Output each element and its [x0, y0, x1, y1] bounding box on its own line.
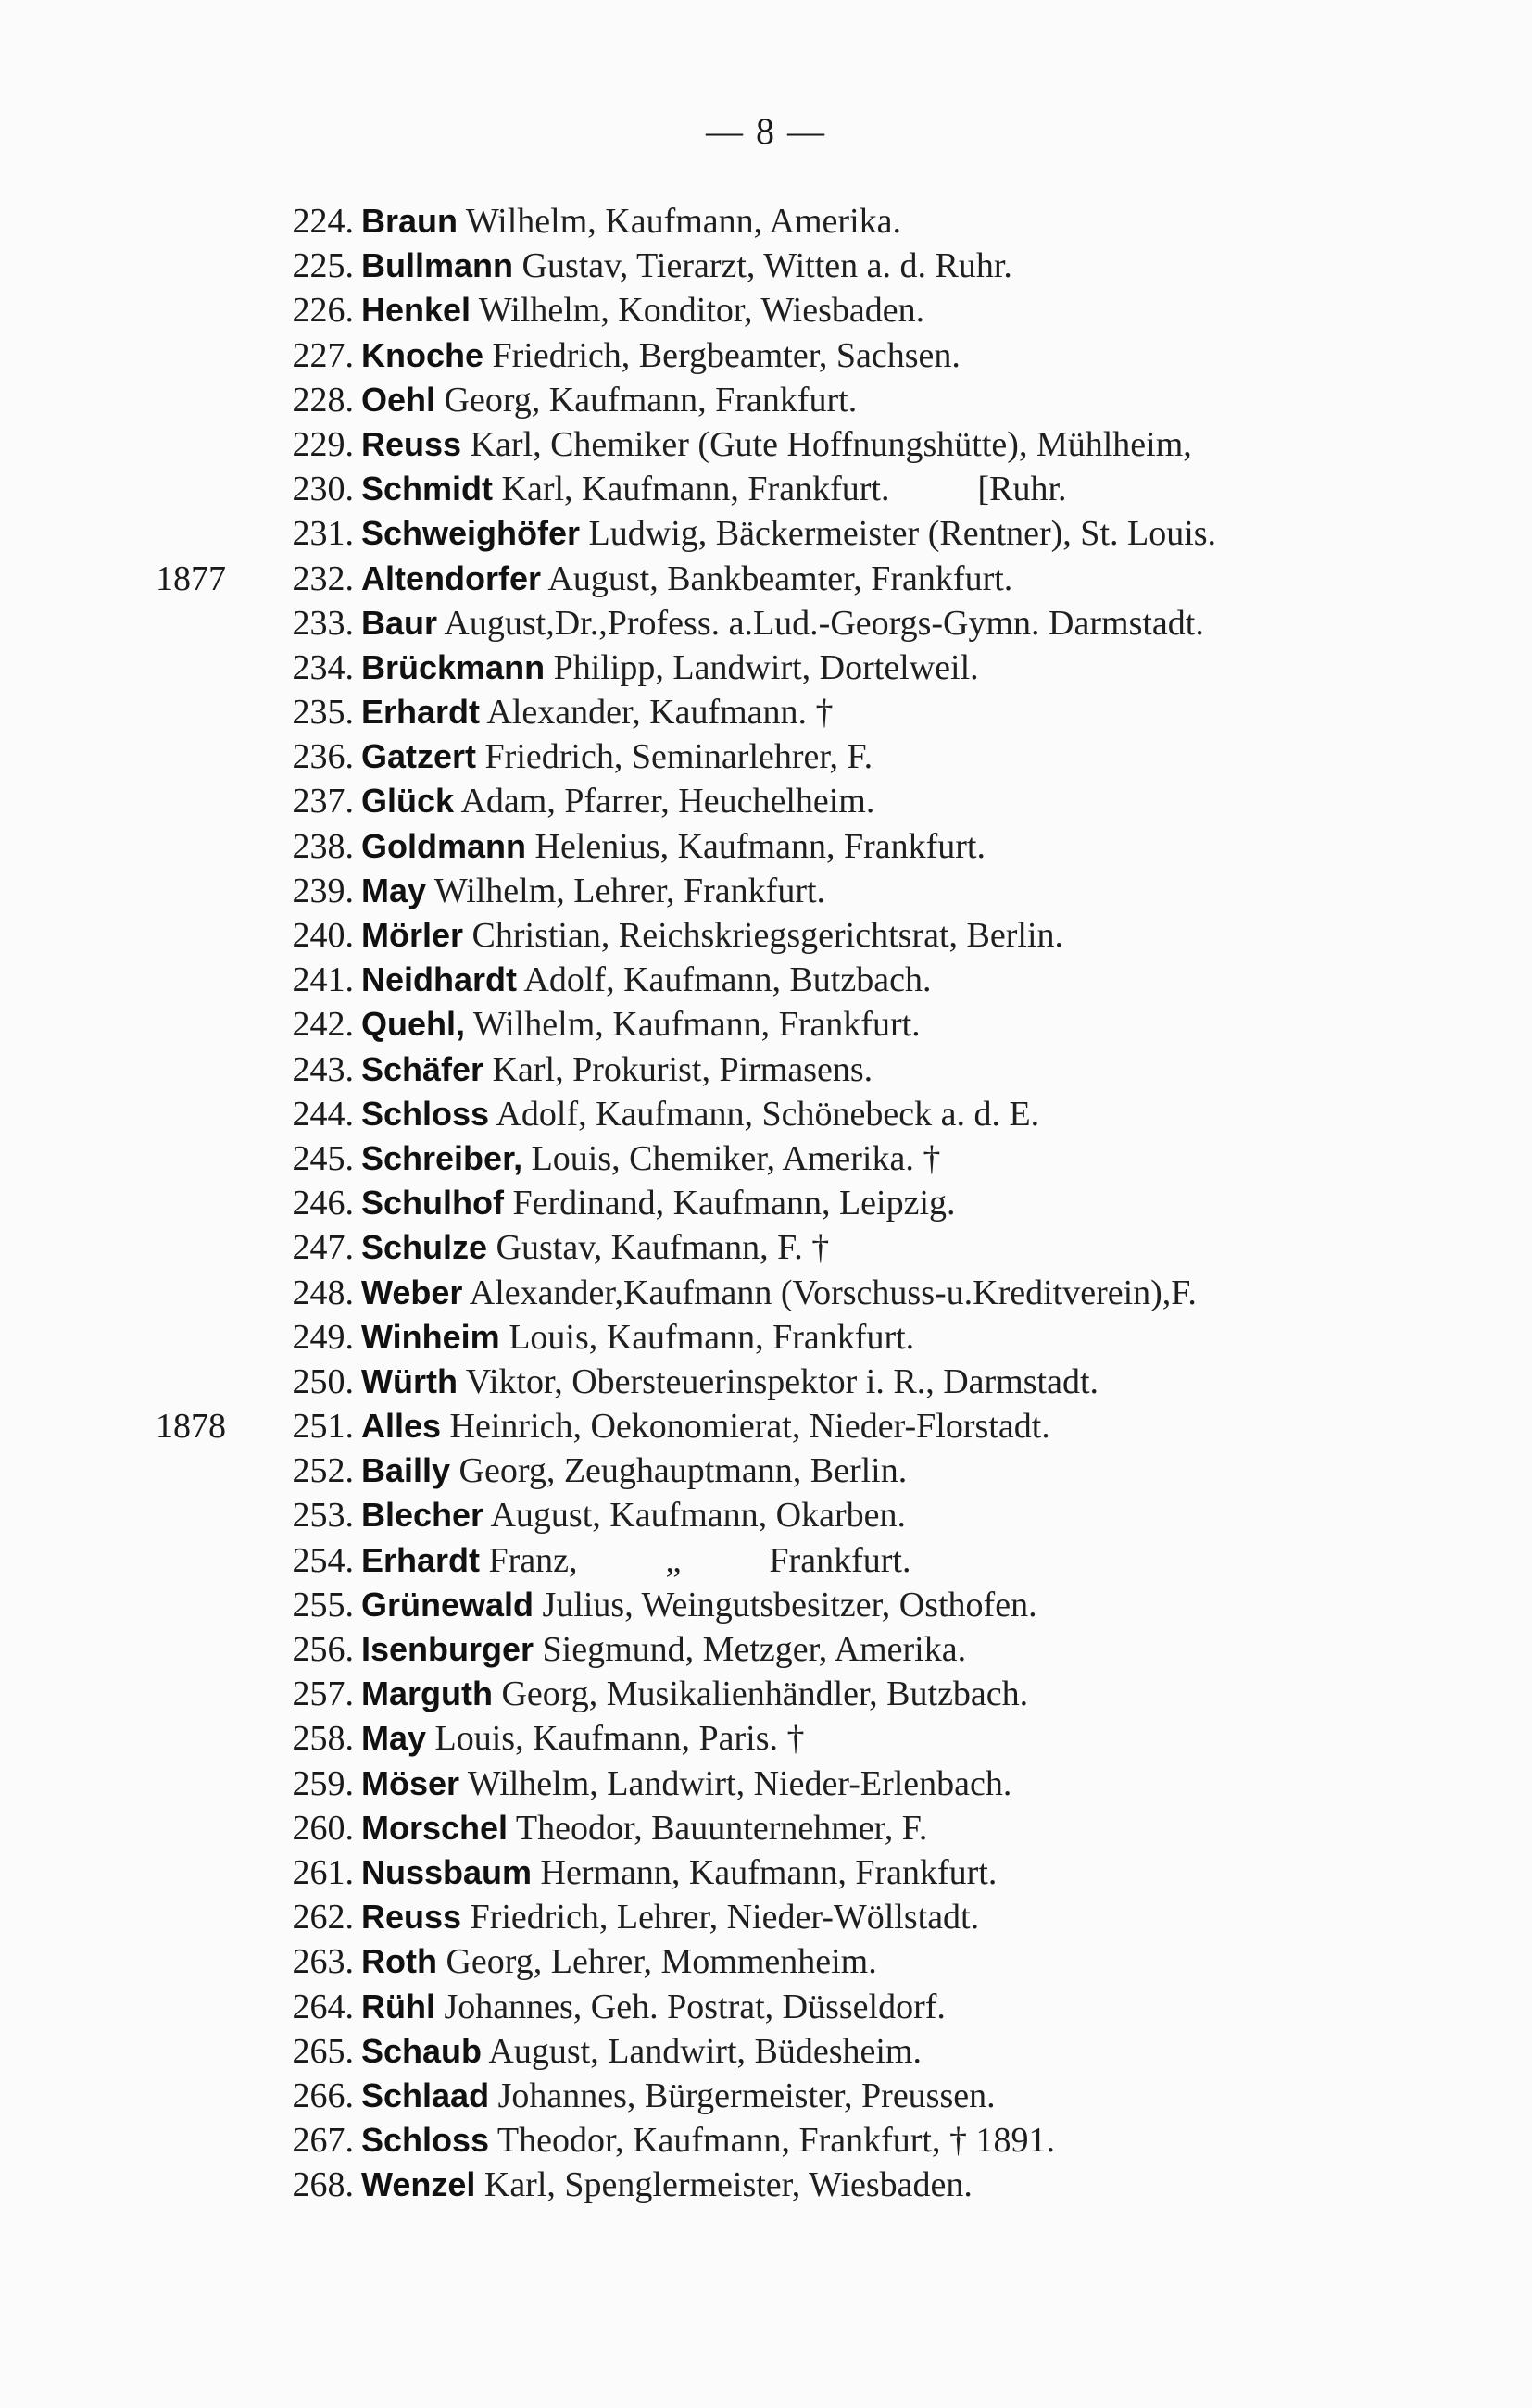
entry-text	[361, 511, 1216, 556]
entry-number: 253.	[292, 1496, 354, 1536]
entry-surname: Schulhof	[361, 1184, 504, 1223]
entry-surname: Schweighöfer	[361, 514, 581, 553]
list-item	[0, 2118, 1532, 2163]
entry-number: 241.	[292, 960, 354, 1000]
entry-number: 242.	[292, 1005, 354, 1045]
entry-number: 233.	[292, 603, 354, 643]
entry-surname: May	[361, 1719, 427, 1758]
entry-surname: Reuss	[361, 1898, 462, 1937]
list-item	[0, 557, 1532, 601]
entry-details: Wilhelm, Kaufmann, Frankfurt.	[465, 1005, 921, 1045]
entry-number: 236.	[292, 737, 354, 777]
entry-details: Johannes, Bürgermeister, Preussen.	[489, 2076, 996, 2115]
entry-text	[361, 1806, 927, 1850]
entry-number: 264.	[292, 1987, 354, 2026]
entry-number: 254.	[292, 1540, 354, 1580]
member-list	[0, 199, 1532, 2207]
entry-text	[361, 779, 874, 823]
list-item	[0, 333, 1532, 378]
entry-text	[361, 958, 931, 1002]
entry-surname: Baur	[361, 603, 438, 642]
list-item	[0, 288, 1532, 332]
entry-text	[361, 1985, 946, 2029]
entry-text	[361, 1762, 1011, 1806]
entry-surname: Altendorfer	[361, 558, 542, 597]
entry-surname: Wenzel	[361, 2165, 476, 2204]
entry-text	[361, 913, 1063, 958]
entry-details: Theodor, Kaufmann, Frankfurt, † 1891.	[489, 2121, 1055, 2161]
entry-surname: Bullmann	[361, 246, 514, 285]
list-item	[0, 1047, 1532, 1092]
entry-surname: Glück	[361, 782, 455, 821]
entry-number: 245.	[292, 1138, 354, 1178]
entry-number: 246.	[292, 1184, 354, 1223]
entry-number: 268.	[292, 2165, 354, 2205]
entry-text	[361, 1493, 906, 1537]
entry-surname: Schloss	[361, 2121, 490, 2160]
entry-number: 259.	[292, 1763, 354, 1803]
entry-details: Siegmund, Metzger, Amerika.	[534, 1630, 967, 1669]
entry-surname: May	[361, 871, 427, 909]
entry-number: 250.	[292, 1361, 354, 1401]
list-item	[0, 378, 1532, 422]
entry-number: 243.	[292, 1049, 354, 1089]
entry-text	[361, 1271, 1197, 1315]
entry-text	[361, 467, 1067, 511]
entry-surname: Bailly	[361, 1451, 451, 1490]
list-item	[0, 1716, 1532, 1761]
entry-details: Johannes, Geh. Postrat, Düsseldorf.	[434, 1987, 946, 2026]
list-item	[0, 734, 1532, 779]
entry-text	[361, 1627, 966, 1672]
entry-number: 232.	[292, 558, 354, 598]
entry-details: Karl, Spenglermeister, Wiesbaden.	[475, 2165, 973, 2205]
entry-text	[361, 690, 834, 734]
entry-text	[361, 1181, 956, 1225]
list-item	[0, 1271, 1532, 1315]
entry-surname: Henkel	[361, 291, 471, 330]
entry-text	[361, 1449, 907, 1493]
list-item	[0, 422, 1532, 467]
entry-number: 262.	[292, 1898, 354, 1938]
entry-number: 267.	[292, 2121, 354, 2161]
list-item	[0, 869, 1532, 913]
entry-text	[361, 1360, 1099, 1404]
entry-details: Adolf, Kaufmann, Schönebeck a. d. E.	[489, 1094, 1040, 1134]
entry-details: Wilhelm, Kaufmann, Amerika.	[458, 202, 902, 241]
entry-text	[361, 1315, 914, 1360]
entry-number: 230.	[292, 470, 354, 509]
entry-text	[361, 378, 857, 422]
list-item	[0, 467, 1532, 511]
entry-surname: Goldmann	[361, 826, 526, 865]
entry-number: 239.	[292, 871, 354, 910]
list-item	[0, 199, 1532, 244]
entry-number: 258.	[292, 1719, 354, 1759]
entry-surname: Schmidt	[361, 470, 494, 508]
entry-details: Friedrich, Bergbeamter, Sachsen.	[483, 335, 961, 375]
entry-details: Viktor, Obersteuerinspektor i. R., Darmstadt.	[457, 1361, 1099, 1401]
list-item	[0, 1939, 1532, 1984]
entry-number: 249.	[292, 1317, 354, 1357]
entry-details: Georg, Musikalienhändler, Butzbach.	[492, 1674, 1029, 1714]
list-item	[0, 1850, 1532, 1895]
entry-surname: Winheim	[361, 1317, 500, 1356]
entry-text	[361, 1716, 804, 1761]
entry-surname: Alles	[361, 1407, 442, 1446]
entry-number: 261.	[292, 1852, 354, 1892]
entry-text	[361, 1939, 877, 1984]
list-item	[0, 646, 1532, 690]
entry-details: Hermann, Kaufmann, Frankfurt.	[532, 1852, 998, 1892]
entry-details: Karl, Chemiker (Gute Hoffnungshütte), Mühlheim,	[461, 424, 1192, 464]
entry-details: Friedrich, Lehrer, Nieder-Wöllstadt.	[461, 1898, 980, 1938]
entry-year: 1877	[156, 558, 226, 598]
entry-text	[361, 734, 873, 779]
entry-text	[361, 1225, 829, 1270]
entry-number: 257.	[292, 1674, 354, 1714]
entry-surname: Schlaad	[361, 2076, 490, 2114]
entry-details: Adam, Pfarrer, Heuchelheim.	[454, 782, 875, 821]
entry-details: Philipp, Landwirt, Dortelweil.	[545, 647, 979, 687]
entry-surname: Blecher	[361, 1496, 484, 1535]
entry-surname: Erhardt	[361, 693, 481, 732]
entry-details: Gustav, Tierarzt, Witten a. d. Ruhr.	[513, 246, 1012, 286]
list-item	[0, 2029, 1532, 2074]
entry-text	[361, 333, 961, 378]
entry-text	[361, 1136, 940, 1181]
entry-number: 238.	[292, 826, 354, 866]
entry-number: 260.	[292, 1808, 354, 1848]
entry-text	[361, 1850, 997, 1895]
entry-details: Louis, Kaufmann, Frankfurt.	[499, 1317, 915, 1357]
list-item	[0, 958, 1532, 1002]
entry-number: 255.	[292, 1585, 354, 1624]
list-item	[0, 1360, 1532, 1404]
entry-text	[361, 2163, 973, 2207]
entry-surname: Morschel	[361, 1808, 509, 1847]
list-item	[0, 2163, 1532, 2207]
entry-text	[361, 1895, 979, 1939]
entry-text	[361, 2074, 996, 2118]
entry-surname: Schreiber,	[361, 1138, 523, 1177]
entry-text	[361, 244, 1012, 288]
entry-details: Franz, „ Frankfurt.	[480, 1540, 911, 1580]
entry-surname: Oehl	[361, 380, 436, 419]
list-item	[0, 913, 1532, 958]
list-item	[0, 1449, 1532, 1493]
list-item	[0, 1181, 1532, 1225]
entry-details: Alexander, Kaufmann. †	[480, 693, 834, 733]
entry-number: 263.	[292, 1942, 354, 1982]
entry-details: Friedrich, Seminarlehrer, F.	[476, 737, 873, 777]
entry-year: 1878	[156, 1407, 226, 1447]
entry-number: 229.	[292, 424, 354, 464]
list-item	[0, 1493, 1532, 1537]
list-item	[0, 244, 1532, 288]
list-item	[0, 690, 1532, 734]
entry-surname: Schloss	[361, 1094, 490, 1133]
entry-number: 244.	[292, 1094, 354, 1134]
entry-text	[361, 824, 986, 869]
list-item	[0, 1092, 1532, 1136]
entry-surname: Möser	[361, 1763, 460, 1802]
list-item	[0, 1404, 1532, 1449]
entry-surname: Quehl,	[361, 1005, 466, 1044]
entry-number: 247.	[292, 1228, 354, 1268]
entry-text	[361, 1092, 1039, 1136]
list-item	[0, 1672, 1532, 1716]
list-item	[0, 1538, 1532, 1583]
list-item	[0, 1762, 1532, 1806]
list-item	[0, 1985, 1532, 2029]
list-item	[0, 1136, 1532, 1181]
entry-number: 231.	[292, 514, 354, 554]
list-item	[0, 1315, 1532, 1360]
entry-details: Adolf, Kaufmann, Butzbach.	[517, 960, 932, 1000]
list-item	[0, 511, 1532, 556]
entry-number: 235.	[292, 693, 354, 733]
entry-details: Ferdinand, Kaufmann, Leipzig.	[503, 1184, 956, 1223]
entry-number: 226.	[292, 291, 354, 331]
list-item	[0, 1627, 1532, 1672]
entry-text	[361, 557, 1012, 601]
entry-surname: Rühl	[361, 1987, 435, 2025]
entry-details: August, Landwirt, Büdesheim.	[482, 2031, 922, 2071]
entry-number: 240.	[292, 916, 354, 955]
entry-details: August, Kaufmann, Okarben.	[483, 1496, 906, 1536]
entry-number: 266.	[292, 2076, 354, 2115]
entry-surname: Schaub	[361, 2031, 483, 2070]
entry-surname: Roth	[361, 1942, 437, 1981]
entry-details: Theodor, Bauunternehmer, F.	[508, 1808, 928, 1848]
entry-details: Gustav, Kaufmann, F. †	[487, 1228, 830, 1268]
entry-text	[361, 422, 1192, 467]
entry-details: Louis, Chemiker, Amerika. †	[522, 1138, 941, 1178]
entry-number: 234.	[292, 647, 354, 687]
entry-details: Wilhelm, Konditor, Wiesbaden.	[471, 291, 925, 331]
entry-text	[361, 2118, 1055, 2163]
entry-surname: Erhardt	[361, 1540, 481, 1579]
entry-number: 252.	[292, 1451, 354, 1491]
entry-number: 251.	[292, 1407, 354, 1447]
list-item	[0, 2074, 1532, 2118]
entry-details: Georg, Lehrer, Mommenheim.	[436, 1942, 877, 1982]
entry-text	[361, 288, 924, 332]
entry-text	[361, 1538, 910, 1583]
entry-details: August,Dr.,Profess. a.Lud.-Georgs-Gymn. Darmstadt.	[437, 603, 1204, 643]
entry-surname: Schäfer	[361, 1049, 484, 1088]
entry-text	[361, 869, 825, 913]
entry-details: Heinrich, Oekonomierat, Nieder-Florstadt.	[441, 1407, 1050, 1447]
entry-number: 248.	[292, 1273, 354, 1312]
entry-number: 256.	[292, 1630, 354, 1669]
list-item	[0, 1225, 1532, 1270]
entry-details: Helenius, Kaufmann, Frankfurt.	[526, 826, 986, 866]
entry-surname: Isenburger	[361, 1630, 534, 1668]
list-item	[0, 1806, 1532, 1850]
entry-text	[361, 1002, 921, 1047]
entry-details: Christian, Reichskriegsgerichtsrat, Berlin.	[463, 916, 1063, 955]
entry-details: Karl, Kaufmann, Frankfurt. [Ruhr.	[493, 470, 1067, 509]
entry-details: Louis, Kaufmann, Paris. †	[426, 1719, 805, 1759]
entry-text	[361, 1404, 1050, 1449]
page-number: — 8 —	[706, 110, 826, 152]
entry-surname: Grünewald	[361, 1585, 534, 1624]
entry-surname: Brückmann	[361, 647, 546, 686]
entry-surname: Würth	[361, 1361, 458, 1400]
entry-number: 265.	[292, 2031, 354, 2071]
entry-surname: Braun	[361, 202, 458, 240]
entry-details: Georg, Kaufmann, Frankfurt.	[435, 380, 858, 420]
list-item	[0, 1583, 1532, 1627]
entry-surname: Marguth	[361, 1674, 493, 1713]
entry-text	[361, 1583, 1037, 1627]
entry-surname: Nussbaum	[361, 1852, 533, 1891]
entry-surname: Reuss	[361, 424, 462, 463]
list-item	[0, 601, 1532, 646]
entry-number: 225.	[292, 246, 354, 286]
entry-details: Ludwig, Bäckermeister (Rentner), St. Louis.	[580, 514, 1217, 554]
entry-surname: Knoche	[361, 335, 484, 374]
entry-number: 224.	[292, 202, 354, 241]
entry-text	[361, 1047, 873, 1092]
entry-surname: Schulze	[361, 1228, 488, 1267]
entry-details: Georg, Zeughauptmann, Berlin.	[450, 1451, 908, 1491]
entry-text	[361, 199, 901, 244]
entry-details: Julius, Weingutsbesitzer, Osthofen.	[534, 1585, 1037, 1624]
entry-details: Karl, Prokurist, Pirmasens.	[483, 1049, 873, 1089]
entry-text	[361, 2029, 922, 2074]
list-item	[0, 779, 1532, 823]
entry-text	[361, 1672, 1028, 1716]
entry-surname: Gatzert	[361, 737, 477, 776]
list-item	[0, 824, 1532, 869]
list-item	[0, 1895, 1532, 1939]
entry-text	[361, 601, 1204, 646]
entry-number: 227.	[292, 335, 354, 375]
entry-details: Alexander,Kaufmann (Vorschuss-u.Kreditverein),F.	[462, 1273, 1197, 1312]
entry-number: 228.	[292, 380, 354, 420]
entry-text	[361, 646, 979, 690]
entry-surname: Mörler	[361, 916, 464, 954]
entry-details: Wilhelm, Landwirt, Nieder-Erlenbach.	[459, 1763, 1012, 1803]
entry-number: 237.	[292, 782, 354, 821]
entry-details: Wilhelm, Lehrer, Frankfurt.	[426, 871, 826, 910]
list-item	[0, 1002, 1532, 1047]
entry-surname: Weber	[361, 1273, 463, 1311]
entry-details: August, Bankbeamter, Frankfurt.	[541, 558, 1013, 598]
entry-surname: Neidhardt	[361, 960, 518, 999]
